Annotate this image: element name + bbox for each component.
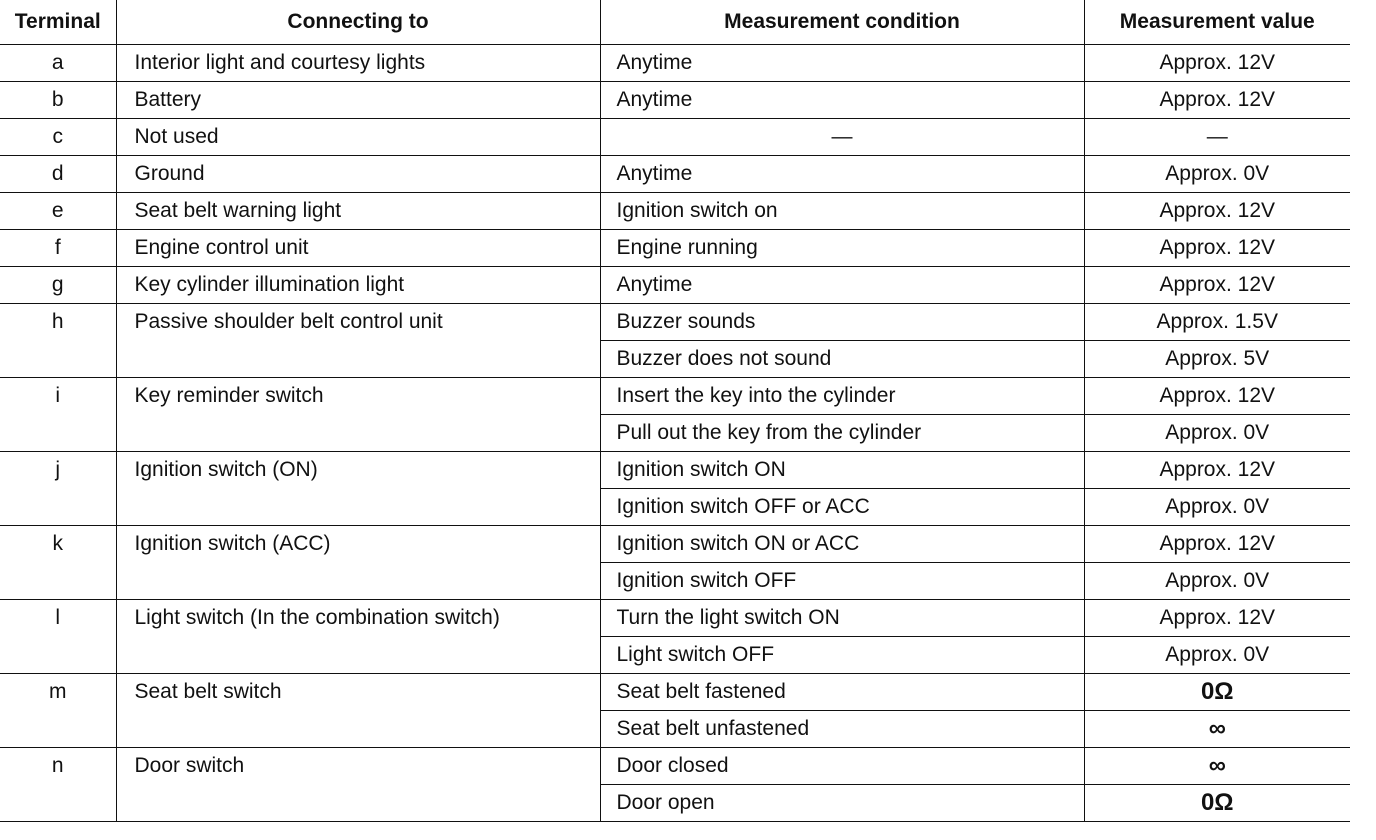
measurement-value-cell: Approx. 12V [1084,230,1350,267]
measurement-condition-cell: Insert the key into the cylinder [600,378,1084,415]
measurement-condition-cell: Ignition switch ON [600,452,1084,489]
header-terminal: Terminal [0,0,116,45]
measurement-condition-cell: Ignition switch OFF or ACC [600,489,1084,526]
measurement-condition-cell: Ignition switch OFF [600,563,1084,600]
header-row [0,0,1350,45]
terminal-cell: h [0,304,116,378]
measurement-value-cell: Approx. 12V [1084,267,1350,304]
header-connecting-to: Connecting to [116,0,600,45]
terminal-cell: l [0,600,116,674]
connecting-to-cell: Seat belt switch [116,674,600,748]
measurement-condition-cell: Anytime [600,156,1084,193]
terminal-cell: d [0,156,116,193]
table-row [0,82,1350,119]
connecting-to-cell: Ground [116,156,600,193]
measurement-value-cell: Approx. 1.5V [1084,304,1350,341]
connecting-to-cell: Light switch (In the combination switch) [116,600,600,674]
measurement-value-cell: 0Ω [1084,674,1350,711]
measurement-value-cell: Approx. 0V [1084,489,1350,526]
table-row [0,267,1350,304]
measurement-condition-cell: Buzzer does not sound [600,341,1084,378]
table-row [0,230,1350,267]
terminal-cell: j [0,452,116,526]
measurement-condition-cell: Seat belt unfastened [600,711,1084,748]
measurement-condition-cell: Door closed [600,748,1084,785]
terminal-cell: f [0,230,116,267]
table-row [0,156,1350,193]
measurement-value-cell: Approx. 12V [1084,193,1350,230]
measurement-value-cell: Approx. 0V [1084,156,1350,193]
connecting-to-cell: Ignition switch (ON) [116,452,600,526]
connecting-to-cell: Passive shoulder belt control unit [116,304,600,378]
table-body [0,45,1350,822]
terminal-cell: a [0,45,116,82]
connecting-to-cell: Key cylinder illumination light [116,267,600,304]
table-row [0,526,1350,563]
measurement-value-cell: Approx. 12V [1084,82,1350,119]
connecting-to-cell: Door switch [116,748,600,822]
measurement-value-cell: Approx. 12V [1084,452,1350,489]
connecting-to-cell: Engine control unit [116,230,600,267]
measurement-value-cell: ∞ [1084,711,1350,748]
measurement-condition-cell: Turn the light switch ON [600,600,1084,637]
measurement-condition-cell: Anytime [600,45,1084,82]
measurement-condition-cell: Engine running [600,230,1084,267]
terminal-cell: m [0,674,116,748]
table-row [0,452,1350,489]
terminal-cell: i [0,378,116,452]
measurement-value-cell: Approx. 0V [1084,563,1350,600]
measurement-value-cell: — [1084,119,1350,156]
measurement-value-cell: Approx. 12V [1084,45,1350,82]
measurement-condition-cell: Anytime [600,82,1084,119]
table-row [0,600,1350,637]
header-measurement-condition: Measurement condition [600,0,1084,45]
table-row [0,45,1350,82]
measurement-condition-cell: — [600,119,1084,156]
measurement-value-cell: Approx. 12V [1084,600,1350,637]
table-row [0,674,1350,711]
measurement-condition-cell: Door open [600,785,1084,822]
connecting-to-cell: Key reminder switch [116,378,600,452]
header-measurement-value: Measurement value [1084,0,1350,45]
measurement-value-cell: Approx. 12V [1084,526,1350,563]
measurement-condition-cell: Light switch OFF [600,637,1084,674]
measurement-value-cell: ∞ [1084,748,1350,785]
table-row [0,304,1350,341]
connecting-to-cell: Ignition switch (ACC) [116,526,600,600]
terminal-cell: k [0,526,116,600]
table-row [0,119,1350,156]
measurement-condition-cell: Ignition switch on [600,193,1084,230]
connecting-to-cell: Battery [116,82,600,119]
measurement-value-cell: Approx. 5V [1084,341,1350,378]
table-row [0,193,1350,230]
measurement-condition-cell: Pull out the key from the cylinder [600,415,1084,452]
measurement-value-cell: Approx. 12V [1084,378,1350,415]
measurement-value-cell: Approx. 0V [1084,637,1350,674]
connecting-to-cell: Not used [116,119,600,156]
measurement-condition-cell: Seat belt fastened [600,674,1084,711]
measurement-value-cell: 0Ω [1084,785,1350,822]
measurement-condition-cell: Ignition switch ON or ACC [600,526,1084,563]
measurement-condition-cell: Anytime [600,267,1084,304]
connecting-to-cell: Interior light and courtesy lights [116,45,600,82]
table-row [0,748,1350,785]
terminal-cell: n [0,748,116,822]
terminal-cell: c [0,119,116,156]
measurement-value-cell: Approx. 0V [1084,415,1350,452]
table-row [0,378,1350,415]
terminal-cell: b [0,82,116,119]
terminal-cell: g [0,267,116,304]
terminal-cell: e [0,193,116,230]
connecting-to-cell: Seat belt warning light [116,193,600,230]
measurement-condition-cell: Buzzer sounds [600,304,1084,341]
